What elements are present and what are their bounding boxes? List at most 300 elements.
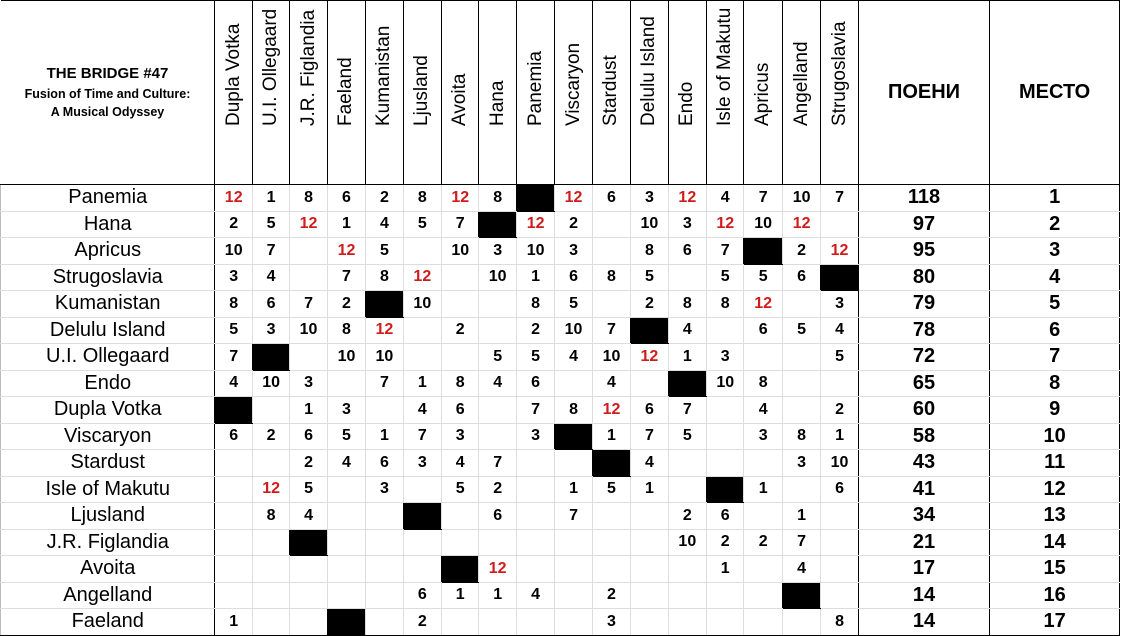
score-cell: 6 [707,503,744,530]
score-cell: 6 [592,185,630,212]
score-cell: 2 [631,291,668,318]
score-cell [821,582,858,609]
score-cell [744,609,782,636]
score-cell: 6 [327,185,365,212]
total-points-cell: 34 [858,503,990,530]
score-cell: 5 [442,476,479,503]
score-cell: 12 [479,556,516,583]
table-row [1,185,1120,212]
score-cell [442,344,479,371]
points-header: ПОЕНИ [858,1,990,185]
score-cell [668,264,706,291]
score-cell: 10 [290,317,327,344]
score-cell: 5 [821,344,858,371]
score-cell: 12 [215,185,252,212]
score-cell [403,317,441,344]
score-cell: 2 [592,582,630,609]
score-cell: 12 [516,211,554,238]
score-cell [479,317,516,344]
column-header [555,1,592,185]
score-cell [215,556,252,583]
score-cell: 7 [215,344,252,371]
column-header [479,1,516,185]
place-cell: 15 [990,556,1120,583]
score-cell: 7 [442,211,479,238]
score-cell [744,503,782,530]
score-cell [821,370,858,397]
score-cell: 8 [592,264,630,291]
score-cell: 1 [782,503,820,530]
score-cell: 7 [479,450,516,477]
score-cell: 6 [668,238,706,265]
score-cell: 10 [403,291,441,318]
score-cell: 10 [668,529,706,556]
score-cell [479,397,516,424]
score-cell [215,503,252,530]
score-cell: 4 [403,397,441,424]
self-vote-cell [782,582,820,609]
column-header-label: Faeland [335,57,357,126]
column-header-label: Delulu Island [638,16,660,126]
total-points-cell: 14 [858,609,990,636]
self-vote-cell [555,423,592,450]
score-cell [631,582,668,609]
score-cell: 5 [592,476,630,503]
score-cell: 1 [327,211,365,238]
total-points-cell: 41 [858,476,990,503]
table-row [1,344,1120,371]
column-header [327,1,365,185]
total-points-cell: 21 [858,529,990,556]
score-cell [782,476,820,503]
row-country-name: Stardust [1,450,215,477]
place-cell: 3 [990,238,1120,265]
score-cell [252,582,289,609]
self-vote-cell [290,529,327,556]
score-cell [215,582,252,609]
column-header-label: Angelland [790,41,812,126]
score-cell [290,344,327,371]
score-cell [327,503,365,530]
score-cell: 3 [821,291,858,318]
score-cell: 1 [707,556,744,583]
score-cell [366,582,403,609]
total-points-cell: 43 [858,450,990,477]
score-cell: 8 [252,503,289,530]
total-points-cell: 78 [858,317,990,344]
self-vote-cell [403,503,441,530]
score-cell [290,556,327,583]
table-row [1,211,1120,238]
score-cell: 6 [215,423,252,450]
score-cell: 3 [592,609,630,636]
self-vote-cell [366,291,403,318]
score-cell: 2 [479,476,516,503]
score-cell [479,291,516,318]
score-cell [516,529,554,556]
score-cell: 3 [744,423,782,450]
place-cell: 1 [990,185,1120,212]
score-cell: 5 [668,423,706,450]
table-row [1,291,1120,318]
score-cell [555,556,592,583]
score-cell: 4 [479,370,516,397]
score-cell [403,238,441,265]
score-cell [555,370,592,397]
score-cell: 5 [707,264,744,291]
score-cell: 8 [327,317,365,344]
table-row [1,423,1120,450]
score-cell [366,529,403,556]
score-cell [821,529,858,556]
score-cell [592,211,630,238]
table-subtitle-line2: A Musical Odyssey [50,104,165,119]
score-cell: 12 [592,397,630,424]
table-row [1,556,1120,583]
score-cell: 12 [403,264,441,291]
column-header [631,1,668,185]
self-vote-cell [592,450,630,477]
score-cell [252,556,289,583]
place-cell: 17 [990,609,1120,636]
score-cell [631,503,668,530]
score-cell [327,556,365,583]
place-cell: 2 [990,211,1120,238]
row-country-name: Viscaryon [1,423,215,450]
score-cell: 8 [290,185,327,212]
score-cell: 6 [555,264,592,291]
score-cell [668,450,706,477]
self-vote-cell [668,370,706,397]
score-cell: 10 [707,370,744,397]
score-cell: 4 [782,556,820,583]
score-cell [592,556,630,583]
score-cell: 5 [516,344,554,371]
score-cell: 3 [290,370,327,397]
score-cell: 2 [707,529,744,556]
score-cell: 3 [631,185,668,212]
score-cell: 4 [366,211,403,238]
score-cell: 12 [252,476,289,503]
total-points-cell: 72 [858,344,990,371]
self-vote-cell [479,211,516,238]
score-cell: 4 [555,344,592,371]
row-country-name: Isle of Makutu [1,476,215,503]
self-vote-cell [442,556,479,583]
score-cell: 12 [327,238,365,265]
score-cell: 8 [631,238,668,265]
score-cell: 2 [442,317,479,344]
column-header [252,1,289,185]
score-cell: 8 [366,264,403,291]
score-cell [631,370,668,397]
score-cell: 10 [555,317,592,344]
column-header-label: Kumanistan [373,25,395,126]
column-header-label: Dupla Votka [222,23,244,126]
score-cell: 2 [403,609,441,636]
score-cell [555,582,592,609]
place-cell: 4 [990,264,1120,291]
score-cell: 3 [479,238,516,265]
score-cell: 1 [215,609,252,636]
column-header [290,1,327,185]
score-cell [215,476,252,503]
score-cell: 6 [782,264,820,291]
row-country-name: Delulu Island [1,317,215,344]
score-cell: 5 [327,423,365,450]
score-cell [442,529,479,556]
place-cell: 13 [990,503,1120,530]
score-cell: 6 [403,582,441,609]
self-vote-cell [252,344,289,371]
score-cell [516,503,554,530]
column-header [707,1,744,185]
score-cell: 2 [290,450,327,477]
column-header-label: Apricus [752,62,774,126]
score-cell: 2 [516,317,554,344]
score-cell [555,609,592,636]
table-row [1,238,1120,265]
score-cell: 3 [215,264,252,291]
score-cell: 10 [592,344,630,371]
score-cell [442,503,479,530]
score-cell: 6 [479,503,516,530]
score-cell [442,291,479,318]
score-cell: 12 [707,211,744,238]
score-cell [403,476,441,503]
column-header-label: U.I. Ollegaard [260,8,282,126]
score-cell: 7 [555,503,592,530]
self-vote-cell [821,264,858,291]
table-row [1,582,1120,609]
header-row [1,1,1120,185]
score-cell: 3 [252,317,289,344]
score-cell [744,582,782,609]
score-cell [442,264,479,291]
column-header-label: Strugoslavia [828,21,850,126]
score-cell: 2 [215,211,252,238]
score-cell [479,529,516,556]
score-cell: 7 [403,423,441,450]
table-row [1,450,1120,477]
score-cell [252,397,289,424]
score-cell [516,556,554,583]
score-cell [782,609,820,636]
total-points-cell: 97 [858,211,990,238]
score-cell: 8 [707,291,744,318]
score-cell [707,423,744,450]
column-header [442,1,479,185]
row-country-name: Angelland [1,582,215,609]
score-cell: 2 [744,529,782,556]
total-points-cell: 60 [858,397,990,424]
row-country-name: Endo [1,370,215,397]
score-cell: 2 [782,238,820,265]
score-cell: 6 [744,317,782,344]
table-row [1,397,1120,424]
score-cell: 4 [821,317,858,344]
score-cell: 6 [366,450,403,477]
table-title: THE BRIDGE #47 [46,64,169,82]
score-cell [707,317,744,344]
score-cell [744,450,782,477]
score-cell [592,529,630,556]
score-cell: 7 [592,317,630,344]
place-cell: 12 [990,476,1120,503]
score-cell [592,503,630,530]
place-cell: 9 [990,397,1120,424]
score-cell: 6 [290,423,327,450]
score-cell [631,529,668,556]
row-country-name: Panemia [1,185,215,212]
score-cell: 7 [707,238,744,265]
score-cell [555,450,592,477]
score-cell [668,556,706,583]
score-cell: 8 [479,185,516,212]
score-cell [479,423,516,450]
score-cell [327,529,365,556]
total-points-cell: 118 [858,185,990,212]
column-header [782,1,820,185]
table-row [1,370,1120,397]
score-cell [252,609,289,636]
score-cell: 3 [403,450,441,477]
score-cell: 6 [252,291,289,318]
score-cell: 12 [555,185,592,212]
score-cell: 10 [744,211,782,238]
score-cell [592,238,630,265]
place-cell: 10 [990,423,1120,450]
score-cell: 3 [555,238,592,265]
score-cell: 4 [516,582,554,609]
score-cell: 4 [215,370,252,397]
score-cell: 6 [442,397,479,424]
column-header-label: Avoita [449,73,471,126]
score-cell [668,476,706,503]
score-cell: 5 [555,291,592,318]
score-cell [821,211,858,238]
score-cell: 8 [403,185,441,212]
score-cell: 5 [290,476,327,503]
score-cell [403,529,441,556]
score-cell: 10 [252,370,289,397]
score-cell: 1 [516,264,554,291]
score-cell: 1 [668,344,706,371]
self-vote-cell [707,476,744,503]
score-cell: 12 [782,211,820,238]
score-cell [327,370,365,397]
score-cell: 5 [631,264,668,291]
score-cell: 2 [327,291,365,318]
score-cell [516,476,554,503]
row-country-name: Faeland [1,609,215,636]
score-cell: 2 [668,503,706,530]
column-header [592,1,630,185]
score-cell: 2 [821,397,858,424]
score-cell [403,556,441,583]
row-country-name: Ljusland [1,503,215,530]
score-cell: 4 [631,450,668,477]
total-points-cell: 17 [858,556,990,583]
score-cell: 10 [516,238,554,265]
row-country-name: J.R. Figlandia [1,529,215,556]
total-points-cell: 95 [858,238,990,265]
score-cell: 7 [782,529,820,556]
score-cell: 12 [442,185,479,212]
total-points-cell: 58 [858,423,990,450]
score-cell [290,609,327,636]
column-header [215,1,252,185]
score-cell: 4 [744,397,782,424]
score-cell [479,609,516,636]
score-cell: 8 [442,370,479,397]
score-cell [668,609,706,636]
score-cell: 12 [668,185,706,212]
score-cell: 7 [744,185,782,212]
score-cell [366,397,403,424]
table-body [1,185,1120,636]
score-cell: 1 [479,582,516,609]
self-vote-cell [631,317,668,344]
score-cell [327,582,365,609]
score-cell [290,264,327,291]
score-cell [707,397,744,424]
table-row [1,503,1120,530]
score-cell: 1 [442,582,479,609]
score-cell [707,582,744,609]
total-points-cell: 79 [858,291,990,318]
score-cell: 5 [479,344,516,371]
score-cell: 7 [290,291,327,318]
self-vote-cell [744,238,782,265]
score-cell: 1 [744,476,782,503]
score-cell: 4 [290,503,327,530]
score-cell: 12 [744,291,782,318]
column-header-label: Stardust [600,55,622,126]
score-cell [782,370,820,397]
score-cell [252,529,289,556]
score-cell [290,582,327,609]
score-cell: 10 [442,238,479,265]
column-header-label: Isle of Makutu [714,7,736,126]
score-cell: 1 [252,185,289,212]
score-cell [215,450,252,477]
score-cell: 5 [744,264,782,291]
score-cell [403,344,441,371]
place-cell: 11 [990,450,1120,477]
score-cell: 7 [821,185,858,212]
score-cell: 2 [252,423,289,450]
score-cell: 3 [516,423,554,450]
score-cell [442,609,479,636]
score-cell: 10 [366,344,403,371]
row-country-name: Hana [1,211,215,238]
score-cell: 4 [252,264,289,291]
score-cell [631,556,668,583]
score-cell [744,556,782,583]
score-cell [290,238,327,265]
score-cell: 1 [403,370,441,397]
score-cell: 8 [555,397,592,424]
score-cell [668,582,706,609]
score-cell: 12 [821,238,858,265]
score-cell [366,609,403,636]
row-country-name: Apricus [1,238,215,265]
row-country-name: Dupla Votka [1,397,215,424]
score-cell [782,344,820,371]
self-vote-cell [327,609,365,636]
row-country-name: Avoita [1,556,215,583]
